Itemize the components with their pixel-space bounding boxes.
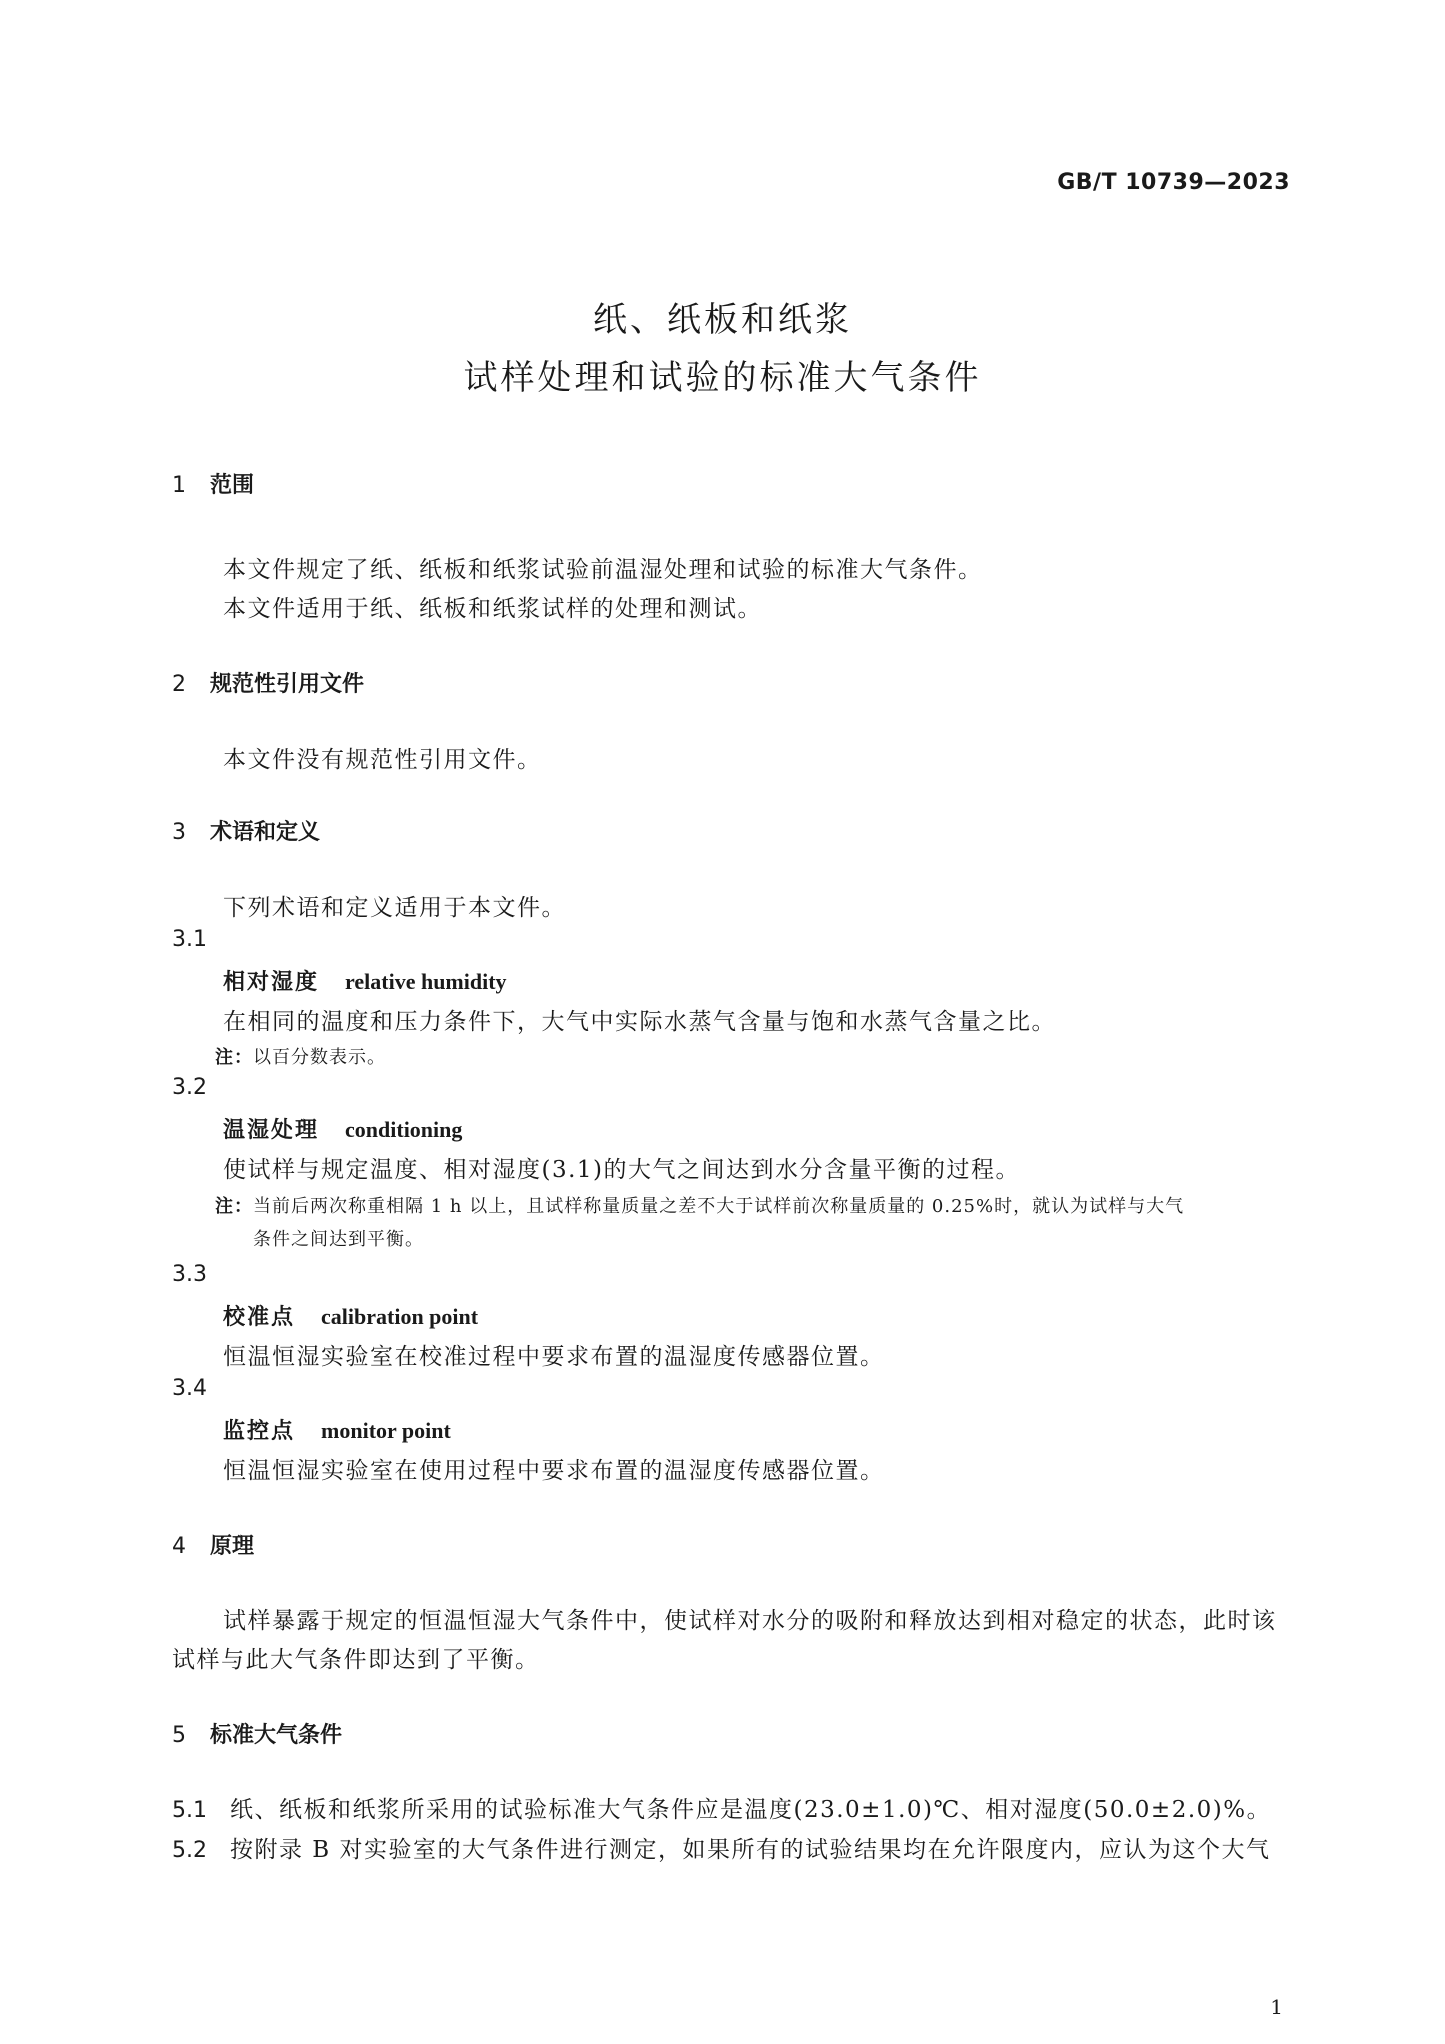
term-number: 3.4 xyxy=(172,1376,207,1401)
term-definition: 恒温恒湿实验室在使用过程中要求布置的温湿度传感器位置。 xyxy=(223,1458,885,1484)
section-title: 标准大气条件 xyxy=(210,1723,343,1748)
term-heading xyxy=(223,1300,478,1331)
section-number: 5 xyxy=(172,1723,186,1748)
section-title: 术语和定义 xyxy=(210,820,321,845)
section-title: 范围 xyxy=(210,473,255,498)
term-number: 3.1 xyxy=(172,927,207,952)
paragraph-continuation: 试样与此大气条件即达到了平衡。 xyxy=(172,1647,540,1673)
note-continuation: 条件之间达到平衡。 xyxy=(253,1229,424,1250)
note-tag: 注： xyxy=(215,1047,253,1068)
document-title-line2: 试样处理和试验的标准大气条件 xyxy=(463,358,982,398)
term-heading xyxy=(223,965,507,996)
term-heading xyxy=(223,1414,451,1445)
section-2-heading xyxy=(172,667,364,698)
paragraph: 本文件没有规范性引用文件。 xyxy=(223,747,542,773)
section-title: 原理 xyxy=(210,1534,255,1559)
term-zh: 相对湿度 xyxy=(223,970,320,995)
note xyxy=(215,1192,1184,1218)
term-number: 3.3 xyxy=(172,1262,207,1287)
term-zh: 校准点 xyxy=(223,1305,296,1330)
term-en: conditioning xyxy=(345,1117,463,1142)
term-number: 3.2 xyxy=(172,1075,207,1100)
section-title: 规范性引用文件 xyxy=(210,672,365,697)
term-heading xyxy=(223,1113,462,1144)
term-definition: 恒温恒湿实验室在校准过程中要求布置的温湿度传感器位置。 xyxy=(223,1344,885,1370)
clause-text: 纸、纸板和纸浆所采用的试验标准大气条件应是温度(23.0±1.0)℃、相对湿度(50.0±2.0)%。 xyxy=(230,1797,1272,1823)
paragraph: 下列术语和定义适用于本文件。 xyxy=(223,895,566,921)
paragraph: 本文件适用于纸、纸板和纸浆试样的处理和测试。 xyxy=(223,596,762,622)
term-definition: 在相同的温度和压力条件下，大气中实际水蒸气含量与饱和水蒸气含量之比。 xyxy=(223,1009,1056,1035)
term-zh: 温湿处理 xyxy=(223,1118,320,1143)
section-4-heading xyxy=(172,1529,254,1560)
clause-number: 5.1 xyxy=(172,1798,207,1823)
term-definition: 使试样与规定温度、相对湿度(3.1)的大气之间达到水分含量平衡的过程。 xyxy=(223,1157,1021,1183)
section-1-heading xyxy=(172,468,254,499)
clause-number: 5.2 xyxy=(172,1838,207,1863)
clause-5-1 xyxy=(172,1791,1271,1824)
paragraph: 本文件规定了纸、纸板和纸浆试验前温湿处理和试验的标准大气条件。 xyxy=(223,557,983,583)
note xyxy=(215,1043,386,1069)
clause-text: 按附录 B 对实验室的大气条件进行测定，如果所有的试验结果均在允许限度内，应认为这个大气 xyxy=(230,1837,1271,1863)
section-number: 3 xyxy=(172,820,186,845)
section-5-heading xyxy=(172,1718,342,1749)
term-zh: 监控点 xyxy=(223,1419,296,1444)
document-title-line1: 纸、纸板和纸浆 xyxy=(593,300,852,340)
clause-5-2 xyxy=(172,1831,1271,1864)
section-number: 2 xyxy=(172,672,186,697)
note-tag: 注： xyxy=(215,1196,253,1217)
section-3-heading xyxy=(172,815,320,846)
term-en: calibration point xyxy=(321,1304,479,1329)
section-number: 4 xyxy=(172,1534,186,1559)
term-en: relative humidity xyxy=(345,969,507,994)
term-en: monitor point xyxy=(321,1418,451,1443)
standard-code: GB/T 10739—2023 xyxy=(1057,170,1290,195)
note-text: 当前后两次称重相隔 1 h 以上，且试样称量质量之差不大于试样前次称量质量的 0.25%时，就认为试样与大气 xyxy=(253,1196,1185,1217)
section-number: 1 xyxy=(172,473,186,498)
page-number: 1 xyxy=(1270,1995,1283,2019)
note-text: 以百分数表示。 xyxy=(253,1047,386,1068)
paragraph: 试样暴露于规定的恒温恒湿大气条件中，使试样对水分的吸附和释放达到相对稳定的状态，此时该 xyxy=(223,1608,1277,1634)
